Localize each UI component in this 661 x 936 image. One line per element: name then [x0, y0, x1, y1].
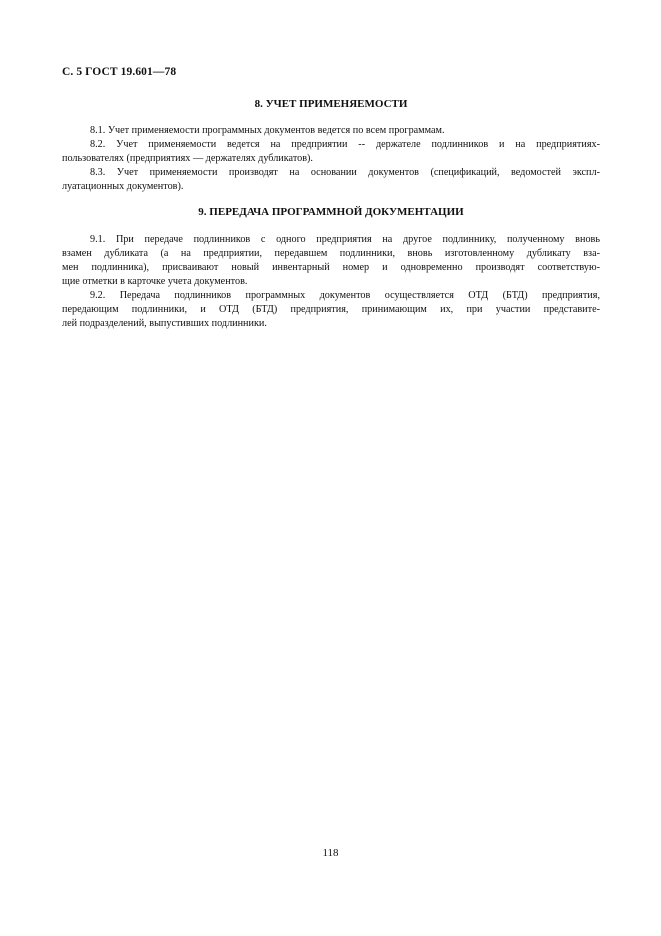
page-number: 118: [322, 847, 339, 859]
paragraph-9-2-line-3: лей подразделений, выпустивших подлинники.: [62, 318, 267, 329]
paragraph-8-3-line-2: луатационных документов).: [62, 181, 184, 192]
paragraph-9-1-line-1: 9.1. При передаче подлинников с одного предприятия на другое подлиннику, полученному вновь: [90, 234, 600, 245]
section-9-body: [62, 233, 600, 331]
paragraph-9-2-line-2: передающим подлинники, и ОТД (БТД) предприятия, принимающим их, при участии представите-: [62, 304, 600, 315]
section-8-body: [62, 124, 600, 194]
running-head: С. 5 ГОСТ 19.601—78: [62, 66, 177, 78]
paragraph-9-1-line-2: взамен дубликата (а на предприятии, передавшем подлинники, вновь изготовленному дубликату вза-: [62, 248, 600, 259]
paragraph-9-1-line-4: щие отметки в карточке учета документов.: [62, 276, 248, 287]
paragraph-9-1-line-3: мен подлинника), присваивают новый инвентарный номер и одновременно производят соответствую-: [62, 262, 600, 273]
paragraph-8-2-line-2: пользователях (предприятиях — держателях дубликатов).: [62, 153, 313, 164]
paragraph-8-2-line-1: 8.2. Учет применяемости ведется на предприятии -- держателе подлинников и на предприятиях-: [90, 139, 600, 150]
section-8-title: 8. УЧЕТ ПРИМЕНЯЕМОСТИ: [254, 98, 408, 110]
paragraph-8-1-line-1: 8.1. Учет применяемости программных документов ведется по всем программам.: [90, 125, 445, 136]
paragraph-8-3-line-1: 8.3. Учет применяемости производят на основании документов (спецификаций, ведомостей экспл-: [90, 167, 600, 178]
section-9-title: 9. ПЕРЕДАЧА ПРОГРАММНОЙ ДОКУМЕНТАЦИИ: [198, 206, 464, 218]
paragraph-9-2-line-1: 9.2. Передача подлинников программных документов осуществляется ОТД (БТД) предприятия,: [90, 290, 600, 301]
